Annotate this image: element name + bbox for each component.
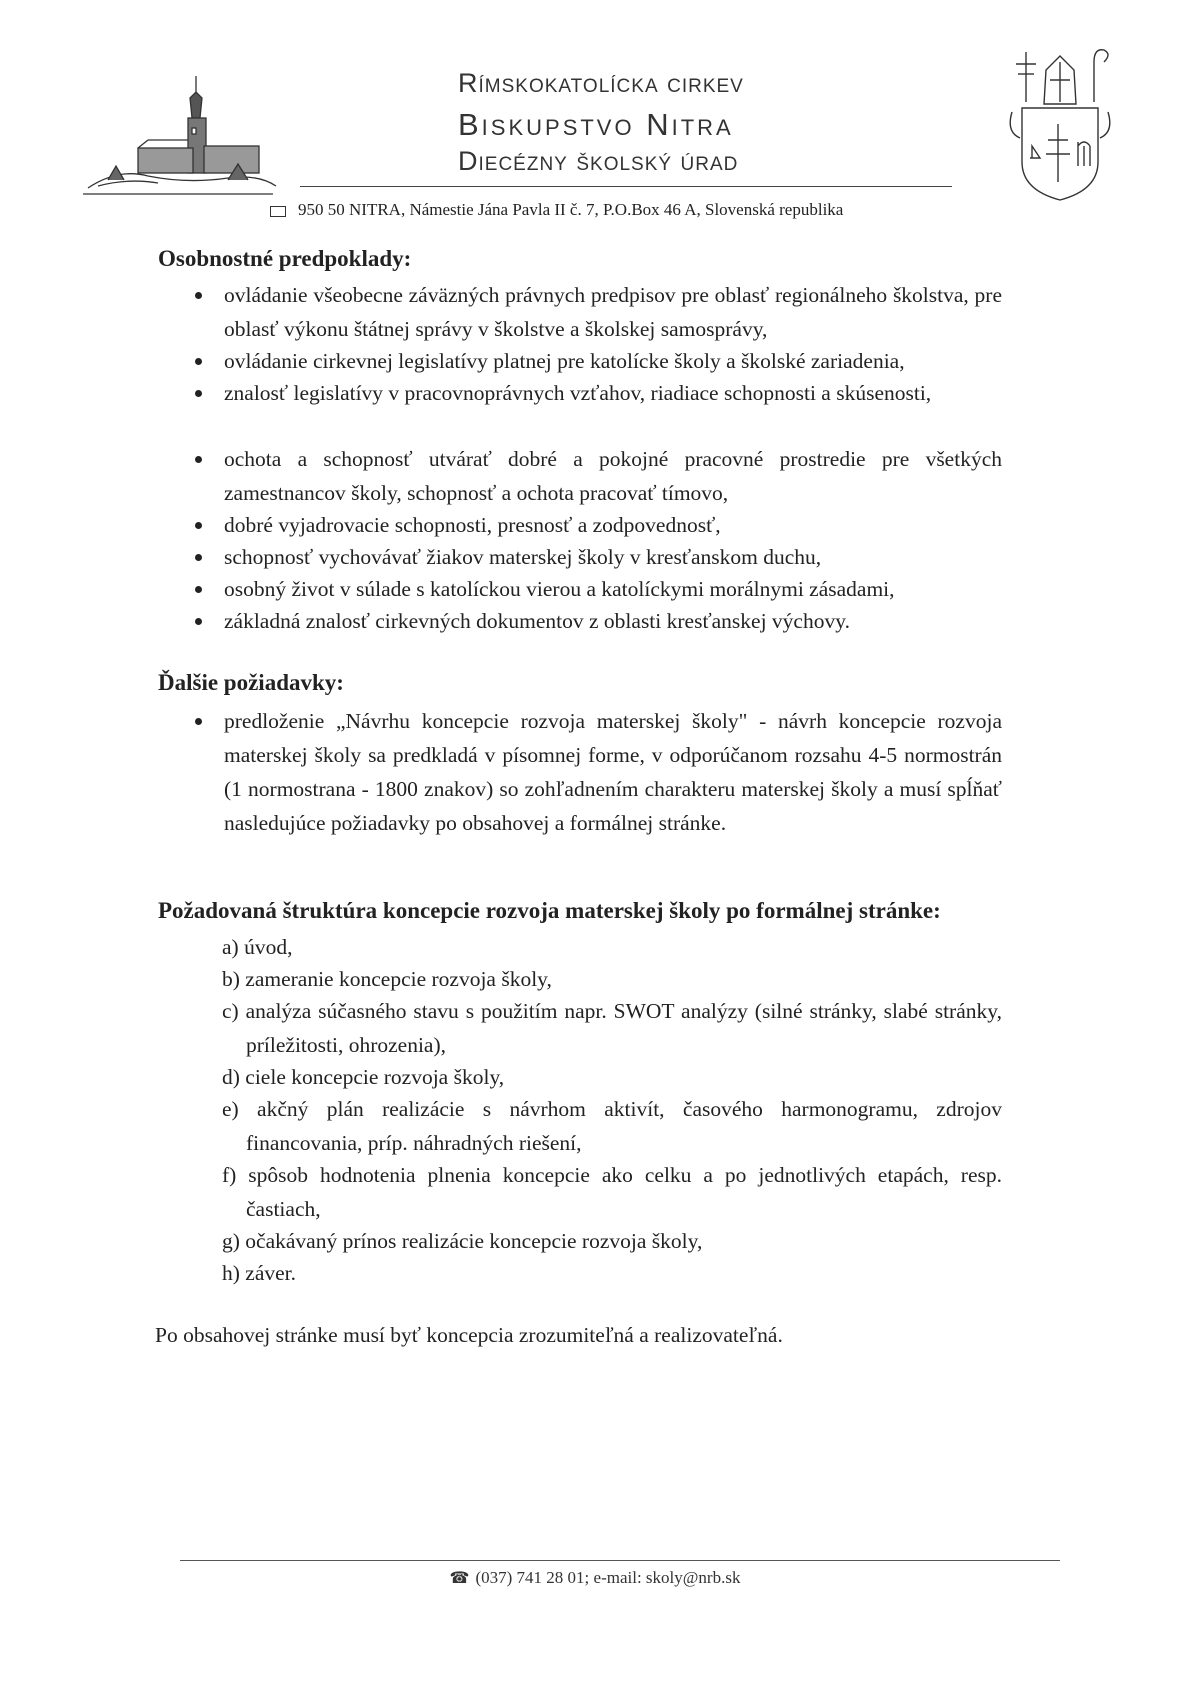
- section-title-prerequisites: Osobnostné predpoklady:: [158, 246, 412, 271]
- section-title-additional: Ďalšie požiadavky:: [158, 670, 344, 695]
- list-item: f) spôsob hodnotenia plnenia koncepcie ako celku a po jednotlivých etapách, resp. častiach,: [222, 1163, 1002, 1221]
- footer-contact: [0, 1568, 1190, 1588]
- castle-drawing-icon: [78, 68, 278, 198]
- list-item: g) očakávaný prínos realizácie koncepcie rozvoja školy,: [222, 1229, 703, 1253]
- organization-diocese: Biskupstvo Nitra: [458, 107, 734, 142]
- list-item: h) záver.: [222, 1261, 297, 1285]
- section-title-structure: Požadovaná štruktúra koncepcie rozvoja materskej školy po formálnej stránke:: [158, 898, 941, 923]
- coat-of-arms: [1000, 42, 1120, 202]
- episcopal-coat-of-arms-icon: [1000, 42, 1120, 202]
- castle-logo: [78, 68, 278, 198]
- telephone-icon: ☎: [449, 1570, 470, 1587]
- list-item: b) zameranie koncepcie rozvoja školy,: [222, 967, 552, 991]
- organization-name: Rímskokatolícka cirkev: [458, 68, 744, 98]
- bullet-icon: [195, 390, 202, 397]
- closing-statement: Po obsahovej stránke musí byť koncepcia zrozumiteľná a realizovateľná.: [155, 1323, 783, 1347]
- bullet-icon: [195, 522, 202, 529]
- bullet-icon: [195, 718, 202, 725]
- bullet-icon: [195, 618, 202, 625]
- bullet-icon: [195, 554, 202, 561]
- bullet-icon: [195, 586, 202, 593]
- bullet-icon: [195, 456, 202, 463]
- list-item: c) analýza súčasného stavu s použitím napr. SWOT analýzy (silné stránky, slabé stránky, príležitosti, ohrozenia),: [222, 999, 1002, 1057]
- contact-info: (037) 741 28 01; e-mail: skoly@nrb.sk: [475, 1568, 741, 1587]
- organization-office: Diecézny školský úrad: [458, 146, 739, 176]
- postal-address: 950 50 NITRA, Námestie Jána Pavla II č. 7, P.O.Box 46 A, Slovenská republika: [298, 200, 844, 219]
- bullet-icon: [195, 358, 202, 365]
- envelope-icon: [270, 206, 286, 217]
- header-divider: [300, 186, 952, 187]
- list-item: d) ciele koncepcie rozvoja školy,: [222, 1065, 505, 1089]
- list-item: a) úvod,: [222, 935, 293, 959]
- footer-divider: [180, 1560, 1060, 1561]
- list-item: e) akčný plán realizácie s návrhom aktivít, časového harmonogramu, zdrojov financovania, príp. náhradných riešení,: [222, 1097, 1002, 1155]
- bullet-icon: [195, 292, 202, 299]
